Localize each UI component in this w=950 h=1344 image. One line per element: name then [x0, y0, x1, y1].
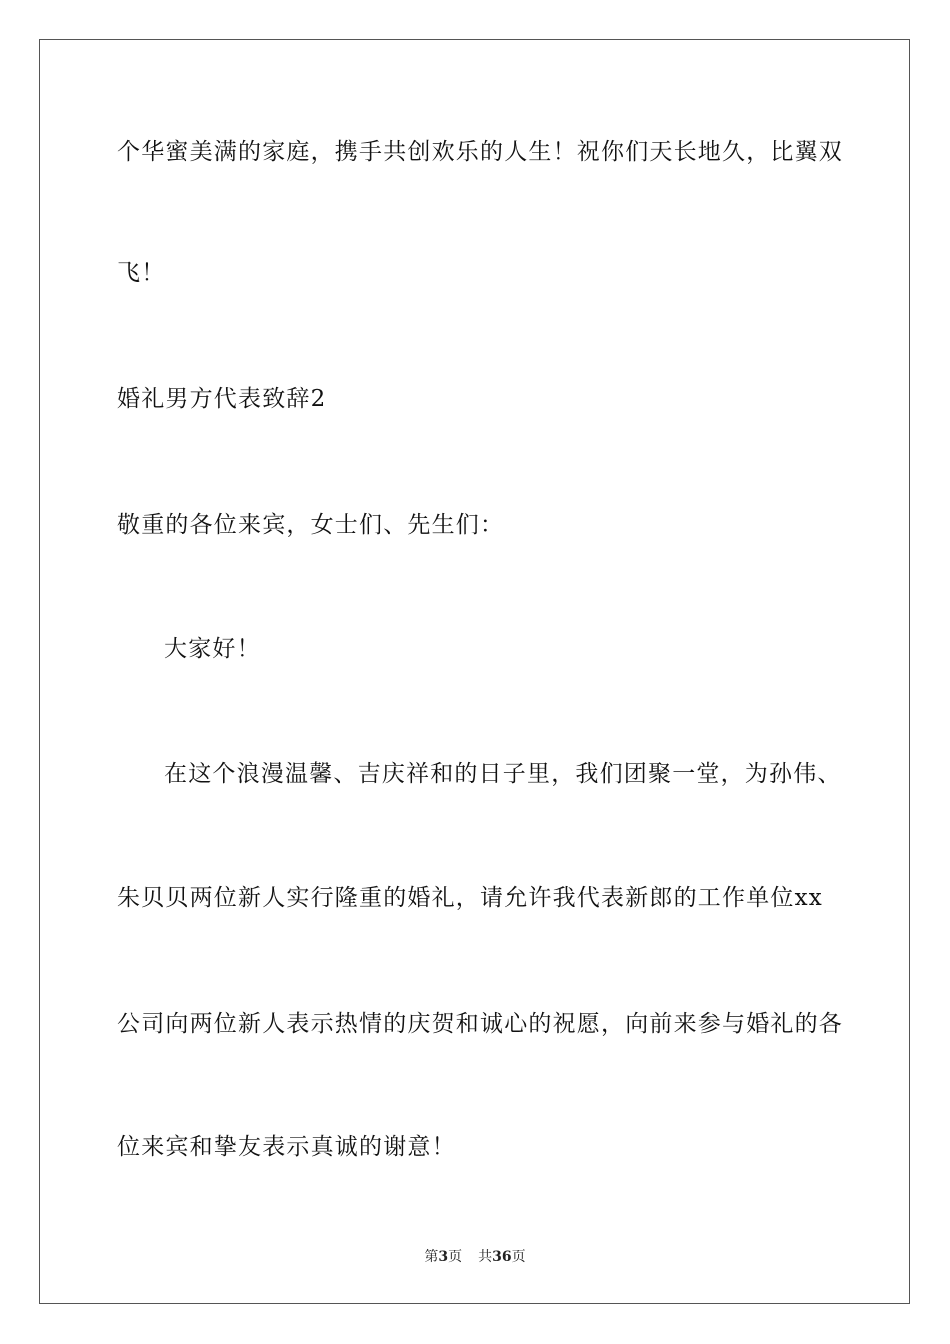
body-line-2: 飞！ [117, 260, 166, 286]
page-footer [0, 1248, 950, 1266]
total-pages: 36 [492, 1249, 512, 1265]
greeting: 大家好！ [164, 636, 261, 662]
body-line-1: 个华蜜美满的家庭，携手共创欢乐的人生！祝你们天长地久，比翼双 [117, 139, 843, 165]
paragraph-line-1: 在这个浪漫温馨、吉庆祥和的日子里，我们团聚一堂，为孙伟、 [164, 761, 842, 787]
section-heading: 婚礼男方代表致辞2 [117, 386, 327, 412]
paragraph-line-3: 公司向两位新人表示热情的庆贺和诚心的祝愿，向前来参与婚礼的各 [117, 1011, 843, 1037]
page-suffix: 页 [448, 1249, 463, 1265]
page-border [39, 39, 910, 1304]
page-number: 3 [438, 1249, 449, 1265]
page-prefix: 第 [424, 1249, 439, 1265]
paragraph-line-2: 朱贝贝两位新人实行隆重的婚礼，请允许我代表新郎的工作单位xx [117, 885, 823, 911]
salutation: 敬重的各位来宾，女士们、先生们： [117, 512, 505, 538]
total-suffix: 页 [511, 1249, 526, 1265]
total-prefix: 共 [478, 1249, 493, 1265]
paragraph-line-4: 位来宾和挚友表示真诚的谢意！ [117, 1134, 456, 1160]
